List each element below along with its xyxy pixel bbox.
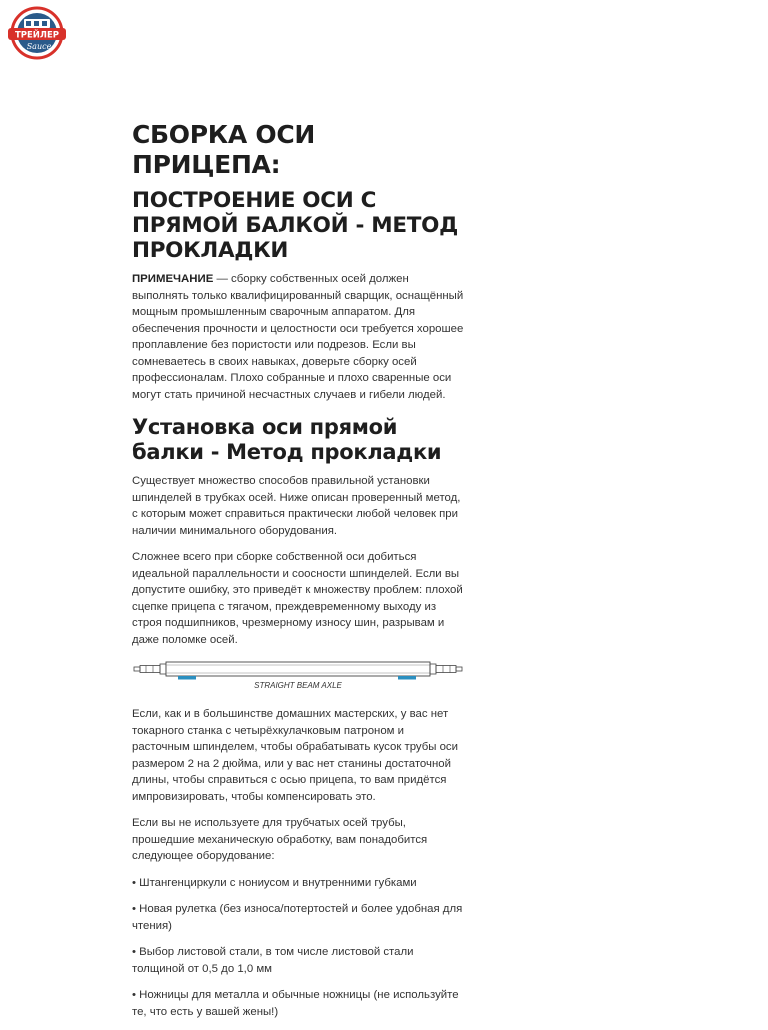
paragraph: Если вы не используете для трубчатых осей трубы, прошедшие механическую обработку, вам понадобится следующее оборудование: <box>132 817 428 862</box>
figure-caption: STRAIGHT BEAM AXLE <box>254 681 342 690</box>
list-item: • Выбор листовой стали, в том числе листовой стали толщиной от 0,5 до 1,0 мм <box>132 946 414 975</box>
note-paragraph <box>132 271 464 403</box>
paragraph: Сложнее всего при сборке собственной оси добиться идеальной параллельности и соосности шпинделей. Если вы допустите ошибку, это приведёт к множеству проблем: плохой сцепке прицепа с тягачом, преждевременному выходу из строя подшипников, чрезмерному износу шин, разрывам и даже поломке осей. <box>132 551 463 646</box>
list-item: • Новая рулетка (без износа/потертостей и более удобная для чтения) <box>132 903 463 932</box>
section-heading: Установка оси прямой балки - Метод прокладки <box>132 415 442 464</box>
list-item: • Ножницы для металла и обычные ножницы (не используйте те, что есть у вашей жены!) <box>132 989 459 1018</box>
note-label: ПРИМЕЧАНИЕ <box>132 273 214 285</box>
logo-text: ТРЕЙЛЕР <box>14 30 60 41</box>
page-title: СБОРКА ОСИ ПРИЦЕПА: <box>132 120 315 179</box>
straight-beam-axle-image <box>132 658 464 690</box>
paragraph: Если, как и в большинстве домашних мастерских, у вас нет токарного станка с четырёхкулачковым патроном и расточным шпинделем, чтобы обрабатывать кусок трубы оси размером 2 на 2 дюйма, или у вас нет станины достаточной длины, чтобы справиться с осью прицепа, то вам придётся импровизировать, чтобы компенсировать это. <box>132 708 458 803</box>
article <box>132 120 464 1030</box>
trailer-sauce-logo[interactable] <box>6 6 68 61</box>
page-subtitle: ПОСТРОЕНИЕ ОСИ С ПРЯМОЙ БАЛКОЙ - МЕТОД ПРОКЛАДКИ <box>132 188 458 263</box>
note-text: — сборку собственных осей должен выполнять только квалифицированный сварщик, оснащённый мощным промышленным сварочным аппаратом. Для обеспечения прочности и целостности оси требуется хорошее проплавление без пористости или подрезов. Если вы сомневаетесь в своих навыках, доверьте сборку осей профессионалам. Плохо собранные и плохо сваренные оси могут стать причиной несчастных случаев и гибели людей. <box>132 273 464 401</box>
list-item: • Штангенциркули с нониусом и внутренними губками <box>132 876 417 889</box>
paragraph: Существует множество способов правильной установки шпинделей в трубках осей. Ниже описан проверенный метод, с которым может справиться практически любой человек при наличии минимального оборудования. <box>132 475 461 537</box>
logo-script: Sauce <box>26 42 52 51</box>
